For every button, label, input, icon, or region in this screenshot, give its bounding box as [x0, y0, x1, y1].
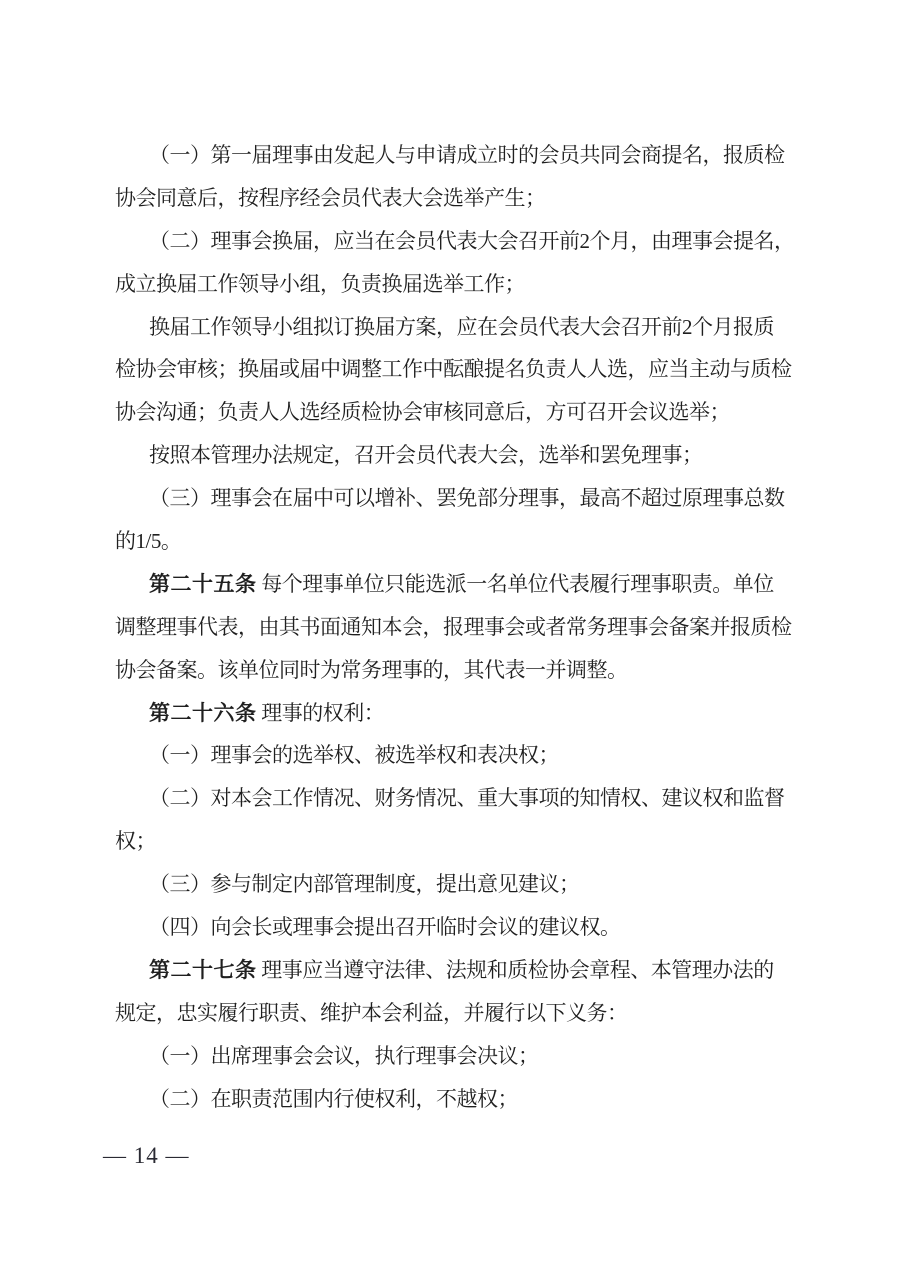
text-line: [115, 1035, 795, 1078]
text-line: [115, 992, 795, 1035]
page-number: — 14 —: [103, 1143, 190, 1168]
text-line: [115, 606, 795, 649]
line-text: （二）理事会换届，应当在会员代表大会召开前2个月，由理事会提名，: [149, 228, 795, 253]
text-line: [115, 177, 795, 220]
line-text: （二）对本会工作情况、财务情况、重大事项的知情权、建议权和监督: [149, 786, 785, 811]
text-line-article-25: [115, 563, 795, 606]
text-line: [115, 777, 795, 820]
line-text: 的1/5。: [115, 529, 182, 554]
line-text: 理事应当遵守法律、法规和质检协会章程、本管理办法的: [256, 957, 774, 982]
text-line: [115, 220, 795, 263]
line-text: （一）第一届理事由发起人与申请成立时的会员共同会商提名，报质检: [149, 143, 785, 167]
line-text: 权；: [115, 829, 156, 854]
article-number: 第二十五条: [149, 572, 257, 596]
line-text: 调整理事代表，由其书面通知本会，报理事会或者常务理事会备案并报质检: [115, 614, 792, 639]
article-number: 第二十七条: [149, 958, 257, 982]
line-text: 协会备案。该单位同时为常务理事的，其代表一并调整。: [115, 657, 628, 682]
line-text: （四）向会长或理事会提出召开临时会议的建议权。: [149, 915, 621, 940]
line-text: 换届工作领导小组拟订换届方案，应在会员代表大会召开前2个月报质: [149, 314, 774, 339]
line-text: 每个理事单位只能选派一名单位代表履行理事职责。单位: [256, 571, 774, 596]
line-text: （三）参与制定内部管理制度，提出意见建议；: [149, 872, 580, 897]
text-line: [115, 263, 795, 306]
line-text: 检协会审核；换届或届中调整工作中酝酿提名负责人人选，应当主动与质检: [115, 357, 792, 382]
text-line: [115, 477, 795, 520]
document-body: [115, 134, 795, 1120]
text-line: [115, 520, 795, 563]
line-text: 按照本管理办法规定，召开会员代表大会，选举和罢免理事；: [149, 443, 703, 468]
text-line: [115, 1078, 795, 1121]
text-line: [115, 649, 795, 692]
text-line: [115, 434, 795, 477]
text-line: [115, 906, 795, 949]
text-line: [115, 306, 795, 349]
article-number: 第二十六条: [149, 701, 257, 725]
line-text: 协会沟通；负责人人选经质检协会审核同意后，方可召开会议选举；: [115, 400, 730, 425]
line-text: 成立换届工作领导小组，负责换届选举工作；: [115, 271, 525, 296]
line-text: 规定，忠实履行职责、维护本会利益，并履行以下义务：: [115, 1000, 628, 1025]
text-line-article-26: [115, 692, 795, 735]
text-line: [115, 820, 795, 863]
line-text: （二）在职责范围内行使权利，不越权；: [149, 1086, 518, 1111]
line-text: 理事的权利：: [256, 700, 385, 725]
line-text: （三）理事会在届中可以增补、罢免部分理事，最高不超过原理事总数: [149, 486, 785, 511]
text-line: [115, 134, 795, 177]
line-text: （一）出席理事会会议，执行理事会决议；: [149, 1043, 539, 1068]
line-text: 协会同意后，按程序经会员代表大会选举产生；: [115, 185, 546, 210]
line-text: （一）理事会的选举权、被选举权和表决权；: [149, 743, 559, 768]
text-line: [115, 391, 795, 434]
text-line: [115, 863, 795, 906]
text-line-article-27: [115, 949, 795, 992]
text-line: [115, 734, 795, 777]
text-line: [115, 348, 795, 391]
